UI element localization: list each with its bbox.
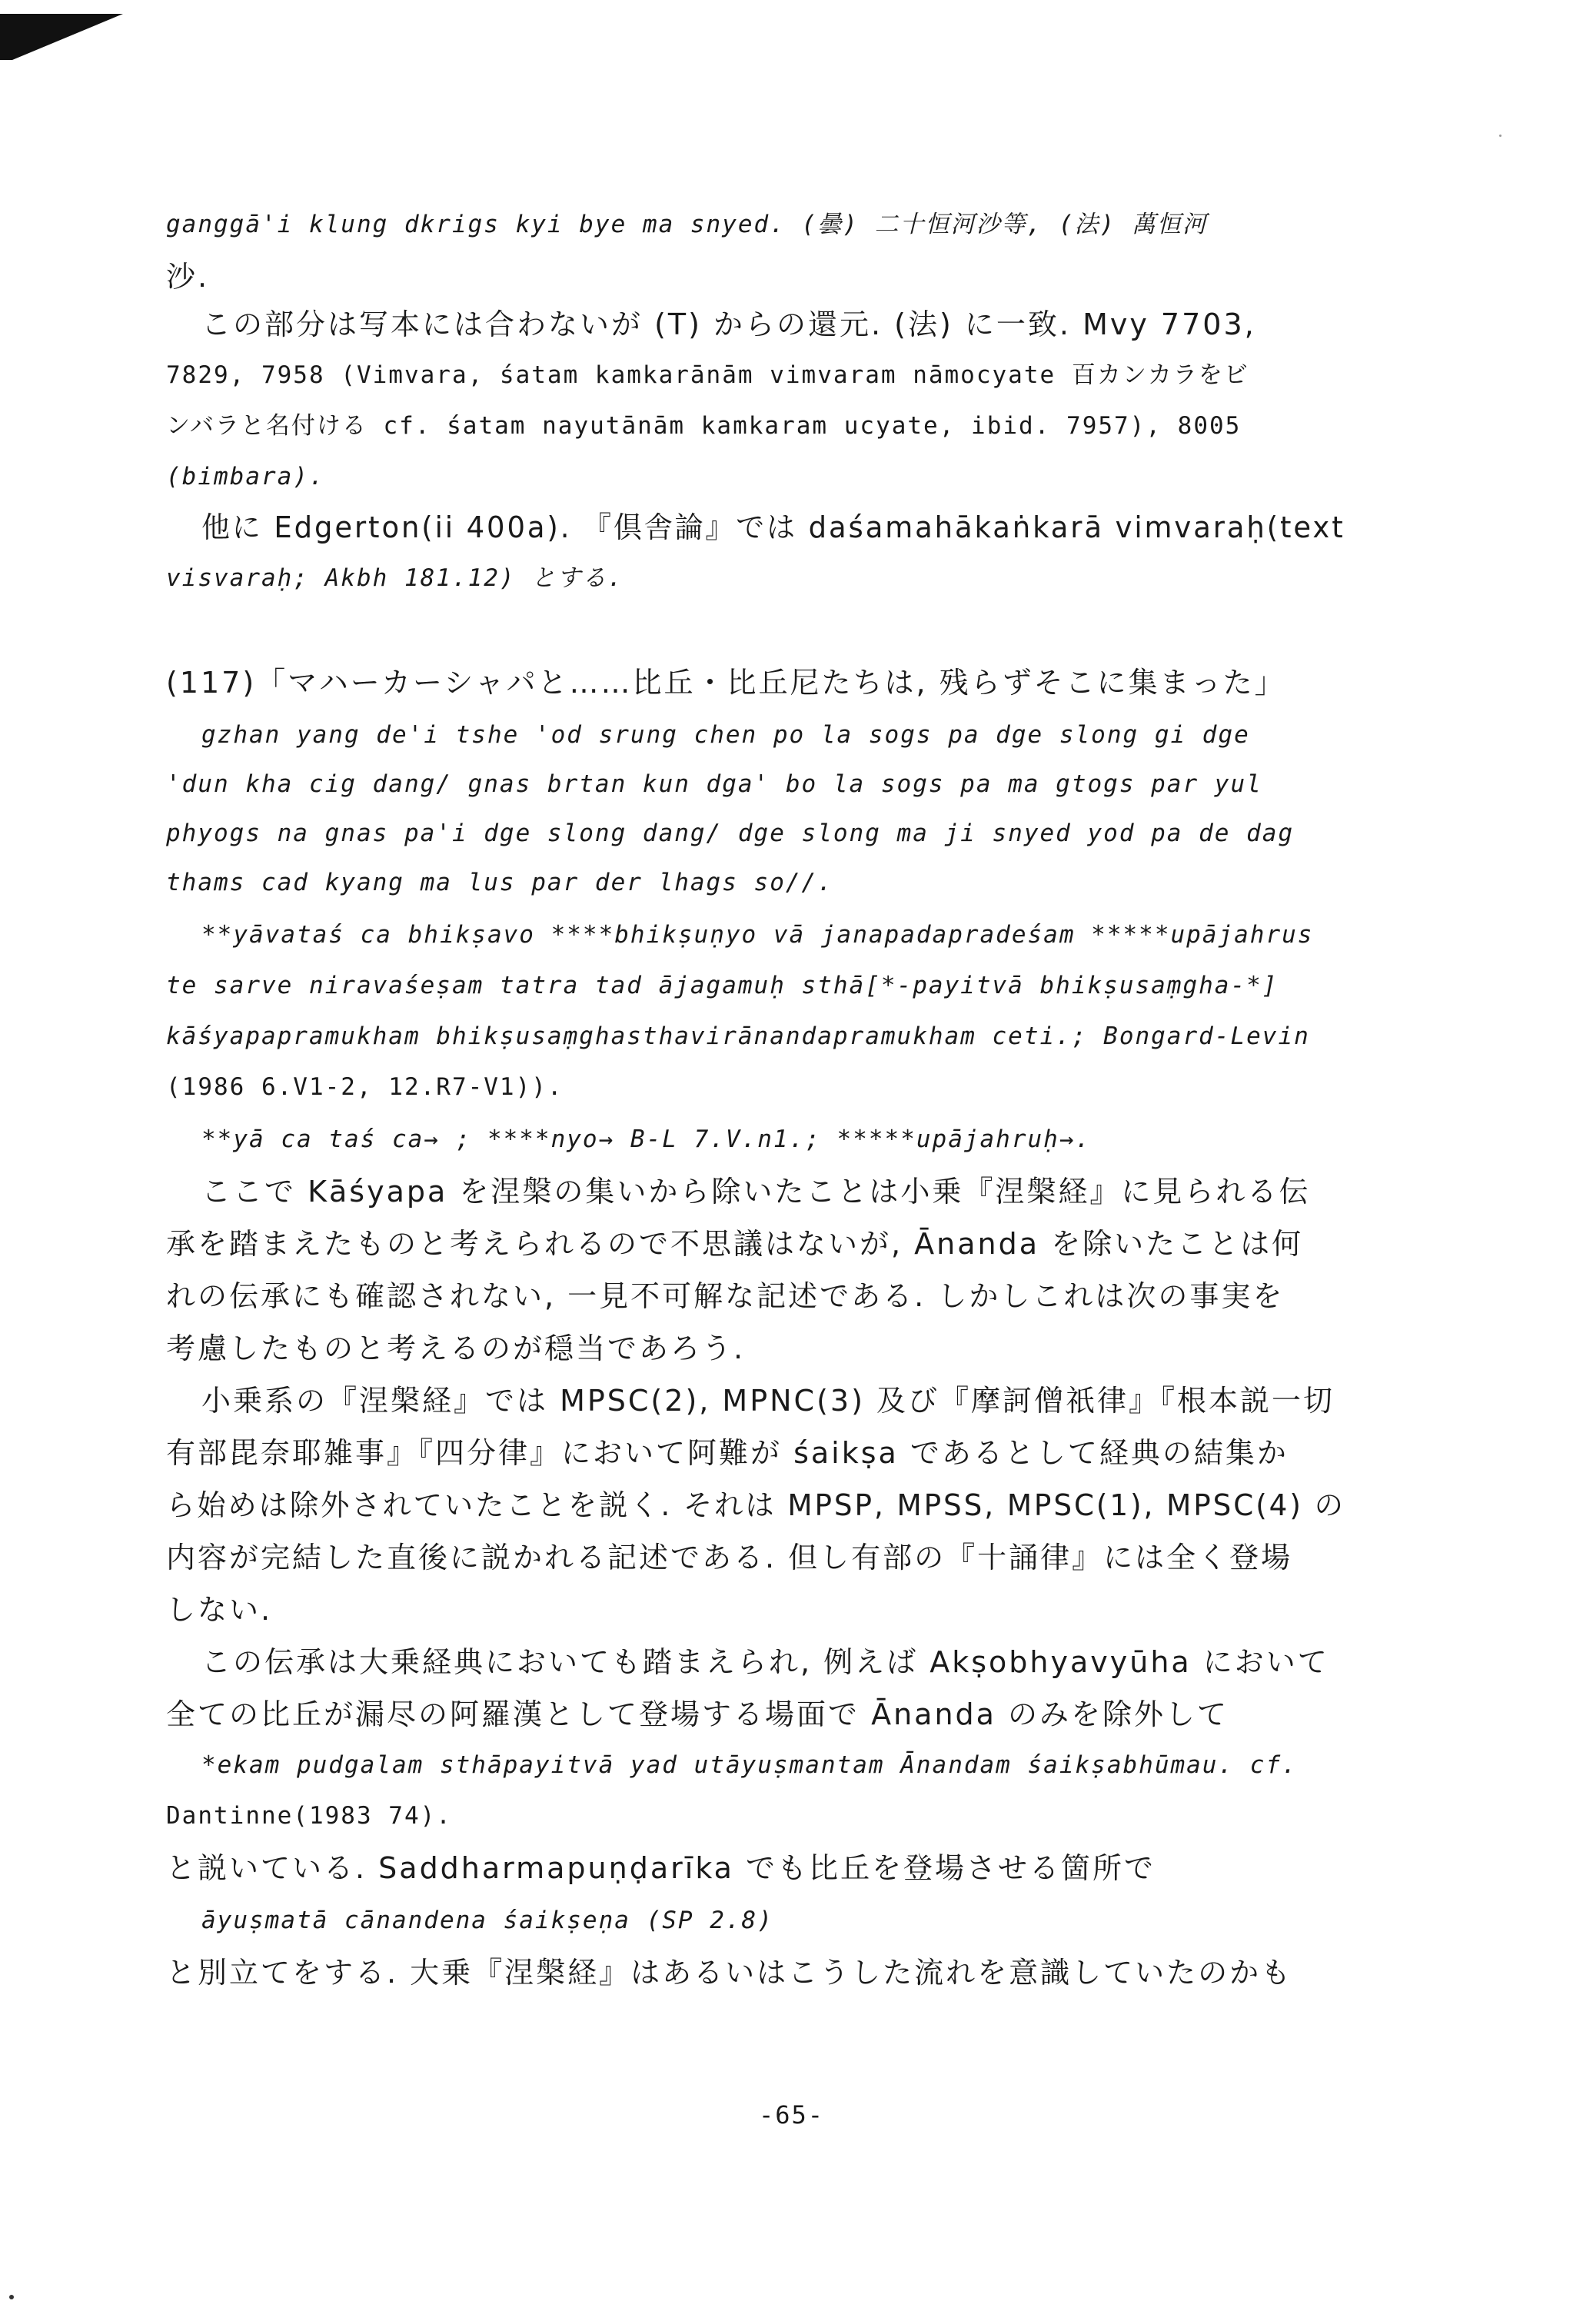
text-line: *ekam pudgalam sthāpayitvā yad utāyuṣmantam Ānandam śaikṣabhūmau. cf. — [201, 1751, 1298, 1779]
text-line: 内容が完結した直後に説かれる記述である. 但し有部の『十誦律』には全く登場 — [166, 1541, 1293, 1574]
text-line: この伝承は大乗経典においても踏まえられ, 例えば Akṣobhyavyūha において — [201, 1645, 1329, 1679]
text-line: 小乗系の『涅槃経』では MPSC(2), MPNC(3) 及び『摩訶僧祇律』『根本説一切 — [201, 1384, 1335, 1418]
text-line: (bimbara). — [166, 463, 325, 490]
text-line: **yāvataś ca bhikṣavo ****bhikṣuṇyo vā janapadapradeśam *****upājahrus — [201, 921, 1314, 949]
text-line: Dantinne(1983 74). — [166, 1802, 452, 1830]
text-line: āyuṣmatā cānandena śaikṣeṇa (SP 2.8) — [201, 1907, 773, 1934]
text-line: 承を踏まえたものと考えられるので不思議はないが, Ānanda を除いたことは何 — [166, 1227, 1304, 1261]
text-line: 沙. — [166, 260, 210, 294]
text-line: te sarve niravaśeṣam tatra tad ājagamuḥ sthā[*-payitvā bhikṣusaṃgha-*] — [166, 972, 1279, 999]
text-line: ンバラと名付ける cf. śatam nayutānām kamkaram ucyate, ibid. 7957), 8005 — [166, 412, 1242, 440]
corner-wedge-mark — [0, 0, 123, 62]
text-line: 全ての比丘が漏尽の阿羅漢として登場する場面で Ānanda のみを除外して — [166, 1697, 1229, 1731]
text-line: ここで Kāśyapa を涅槃の集いから除いたことは小乗『涅槃経』に見られる伝 — [201, 1175, 1311, 1209]
scan-speck — [1499, 135, 1502, 137]
text-line: **yā ca taś ca→ ; ****nyo→ B-L 7.V.n1.; *****upājahruḥ→. — [201, 1125, 1092, 1153]
text-line: 考慮したものと考えるのが穏当であろう. — [166, 1332, 746, 1365]
text-line: ganggā'i klung dkrigs kyi bye ma snyed. (曇) 二十恒河沙等, (法) 萬恒河 — [166, 211, 1208, 238]
text-line: kāśyapapramukham bhikṣusaṃghasthavirānandapramukham ceti.; Bongard-Levin — [166, 1022, 1310, 1050]
text-line: 他に Edgerton(ii 400a). 『倶舎論』では daśamahākaṅkarā vimvaraḥ(text — [201, 510, 1345, 544]
text-line: と別立てをする. 大乗『涅槃経』はあるいはこうした流れを意識していたのかも — [166, 1956, 1293, 1990]
text-line: 'dun kha cig dang/ gnas brtan kun dga' bo la sogs pa ma gtogs par yul — [166, 770, 1262, 798]
scan-speck — [9, 2295, 14, 2299]
text-line: phyogs na gnas pa'i dge slong dang/ dge slong ma ji snyed yod pa de dag — [166, 820, 1295, 847]
text-line: gzhan yang de'i tshe 'od srung chen po la sogs pa dge slong gi dge — [201, 721, 1250, 749]
page-number: -65- — [758, 2100, 825, 2130]
text-line: 有部毘奈耶雑事』『四分律』において阿難が śaikṣa であるとして経典の結集か — [166, 1436, 1289, 1470]
text-line: 7829, 7958 (Vimvara, śatam kamkarānām vimvaram nāmocyate 百カンカラをビ — [166, 361, 1249, 389]
text-line: しない. — [166, 1593, 273, 1627]
text-line: れの伝承にも確認されない, 一見不可解な記述である. しかしこれは次の事実を — [166, 1279, 1285, 1313]
text-line: (1986 6.V1-2, 12.R7-V1)). — [166, 1073, 564, 1101]
text-line: visvaraḥ; Akbh 181.12) とする. — [166, 564, 624, 592]
text-line: thams cad kyang ma lus par der lhags so//. — [166, 869, 833, 896]
note-heading: (117)「マハーカーシャパと……比丘・比丘尼たちは, 残らずそこに集まった」 — [166, 666, 1286, 700]
text-line: ら始めは除外されていたことを説く. それは MPSP, MPSS, MPSC(1), MPSC(4) の — [166, 1488, 1345, 1522]
text-line: と説いている. Saddharmapuṇḍarīka でも比丘を登場させる箇所で — [166, 1851, 1156, 1885]
text-line: この部分は写本には合わないが (T) からの還元. (法) に一致. Mvy 7703, — [201, 308, 1256, 341]
